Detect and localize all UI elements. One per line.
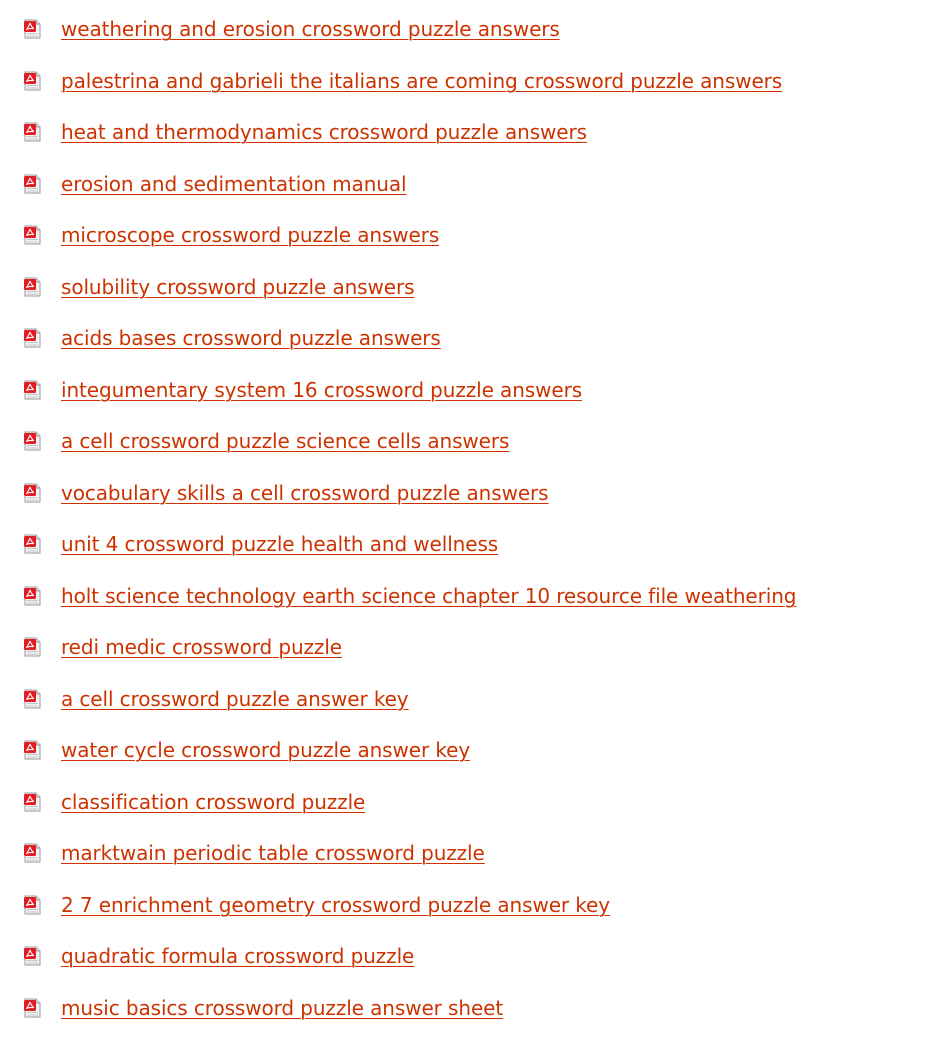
pdf-document-icon	[24, 174, 41, 194]
pdf-document-icon	[24, 946, 41, 966]
document-link[interactable]: solubility crossword puzzle answers	[61, 274, 415, 299]
pdf-document-icon	[24, 328, 41, 348]
list-item	[0, 328, 932, 379]
list-item	[0, 946, 932, 997]
pdf-document-icon	[24, 225, 41, 245]
pdf-document-icon	[24, 534, 41, 554]
pdf-document-icon	[24, 998, 41, 1018]
pdf-document-icon	[24, 71, 41, 91]
list-item	[0, 480, 932, 534]
list-item	[0, 740, 932, 791]
list-item	[0, 686, 932, 740]
list-item	[0, 171, 932, 225]
document-link[interactable]: vocabulary skills a cell crossword puzzle answers	[61, 480, 549, 505]
list-item	[0, 377, 932, 431]
document-link[interactable]: marktwain periodic table crossword puzzle	[61, 841, 485, 865]
pdf-document-icon	[24, 843, 41, 863]
pdf-document-icon	[24, 895, 41, 915]
pdf-document-icon	[24, 740, 41, 760]
document-link[interactable]: classification crossword puzzle	[61, 789, 366, 814]
list-item	[0, 534, 932, 585]
document-link[interactable]: heat and thermodynamics crossword puzzle answers	[61, 120, 587, 144]
list-item	[0, 789, 932, 843]
document-link[interactable]: holt science technology earth science chapter 10 resource file weathering	[61, 583, 797, 608]
document-link[interactable]: water cycle crossword puzzle answer key	[61, 738, 471, 762]
list-item	[0, 637, 932, 688]
document-link[interactable]: integumentary system 16 crossword puzzle answers	[61, 377, 583, 402]
list-item	[0, 225, 932, 276]
pdf-document-icon	[24, 689, 41, 709]
document-link[interactable]: music basics crossword puzzle answer sheet	[61, 995, 504, 1020]
document-link[interactable]: microscope crossword puzzle answers	[61, 223, 440, 247]
pdf-document-icon	[24, 380, 41, 400]
document-link[interactable]: 2 7 enrichment geometry crossword puzzle answer key	[61, 892, 611, 917]
document-link[interactable]: erosion and sedimentation manual	[61, 171, 407, 196]
list-item	[0, 892, 932, 946]
pdf-document-icon	[24, 483, 41, 503]
list-item	[0, 68, 932, 122]
document-link[interactable]: a cell crossword puzzle science cells answers	[61, 429, 510, 453]
document-link[interactable]: palestrina and gabrieli the italians are coming crossword puzzle answers	[61, 68, 783, 93]
pdf-document-icon	[24, 277, 41, 297]
list-item	[0, 843, 932, 894]
pdf-document-icon	[24, 792, 41, 812]
list-item	[0, 431, 932, 482]
document-link[interactable]: unit 4 crossword puzzle health and wellness	[61, 532, 499, 556]
list-item	[0, 19, 932, 70]
list-item	[0, 583, 932, 637]
pdf-document-icon	[24, 19, 41, 39]
document-link[interactable]: weathering and erosion crossword puzzle answers	[61, 17, 560, 41]
document-link[interactable]: quadratic formula crossword puzzle	[61, 944, 415, 968]
pdf-document-icon	[24, 122, 41, 142]
pdf-document-icon	[24, 586, 41, 606]
pdf-document-icon	[24, 637, 41, 657]
list-item	[0, 122, 932, 173]
document-link[interactable]: redi medic crossword puzzle	[61, 635, 342, 659]
document-link[interactable]: acids bases crossword puzzle answers	[61, 326, 441, 350]
pdf-document-icon	[24, 431, 41, 451]
list-item	[0, 274, 932, 328]
document-link[interactable]: a cell crossword puzzle answer key	[61, 686, 409, 711]
list-item	[0, 995, 932, 1049]
